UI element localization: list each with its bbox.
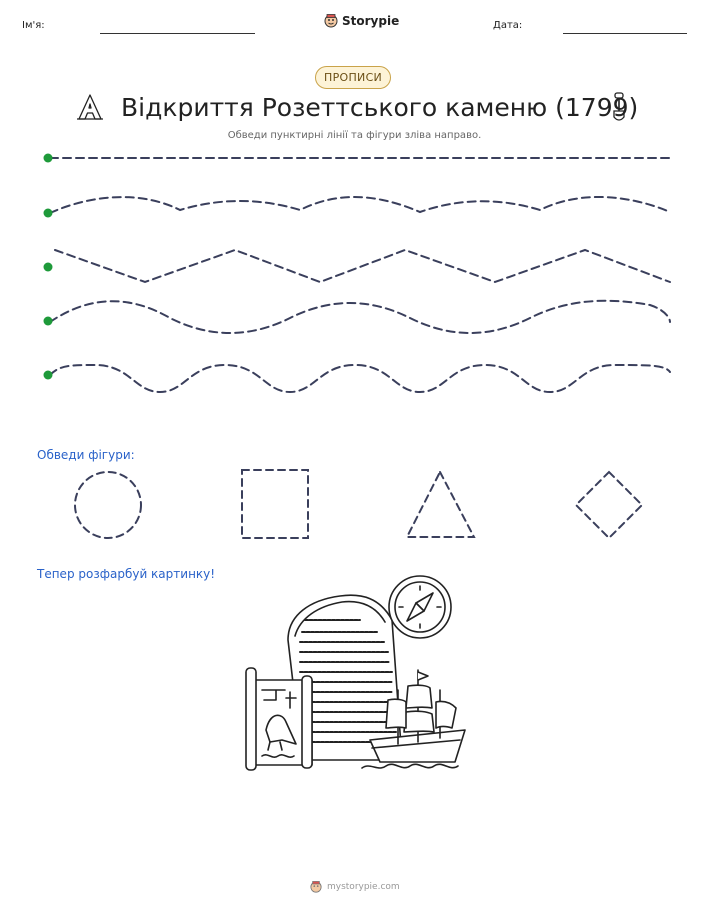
papyrus-scroll-drawing <box>246 668 312 770</box>
shapes-section-label: Обведи фігури: <box>37 448 135 462</box>
worksheet-badge: ПРОПИСИ <box>315 66 391 89</box>
trace-square <box>242 470 308 538</box>
name-label: Ім'я: <box>22 20 45 31</box>
coloring-picture[interactable] <box>230 570 480 775</box>
compass-drawing <box>389 576 451 638</box>
date-line[interactable] <box>563 33 687 34</box>
letter-a-icon <box>75 92 105 122</box>
brand-name: Storypie <box>342 14 400 28</box>
footer <box>310 881 400 893</box>
date-label: Дата: <box>493 20 523 31</box>
tracing-line-zigzag <box>55 250 670 282</box>
page-title: Відкриття Розеттського каменю (1799) <box>121 93 639 122</box>
start-dot <box>44 209 53 218</box>
instructions-subtitle: Обведи пунктирні лінії та фігури зліва направо. <box>227 130 482 141</box>
tracing-shapes[interactable] <box>0 465 709 545</box>
start-dot <box>44 317 53 326</box>
storypie-mascot-icon <box>324 14 338 28</box>
start-dot <box>44 154 53 163</box>
start-dot <box>44 263 53 272</box>
trace-circle <box>75 472 141 538</box>
brand-logo <box>324 14 399 28</box>
tracing-line-gentle-wave <box>50 197 670 213</box>
storypie-mascot-icon <box>310 881 322 893</box>
name-line[interactable] <box>100 33 255 34</box>
tracing-lines[interactable] <box>0 140 709 400</box>
coloring-section-label: Тепер розфарбуй картинку! <box>37 567 216 581</box>
trace-triangle <box>407 472 474 537</box>
tracing-line-rounded-wave <box>50 365 670 392</box>
tracing-line-wave <box>50 301 670 333</box>
footer-site[interactable]: mystorypie.com <box>327 882 400 892</box>
trace-diamond <box>576 472 642 538</box>
shovel-icon <box>610 92 628 124</box>
start-dot <box>44 371 53 380</box>
